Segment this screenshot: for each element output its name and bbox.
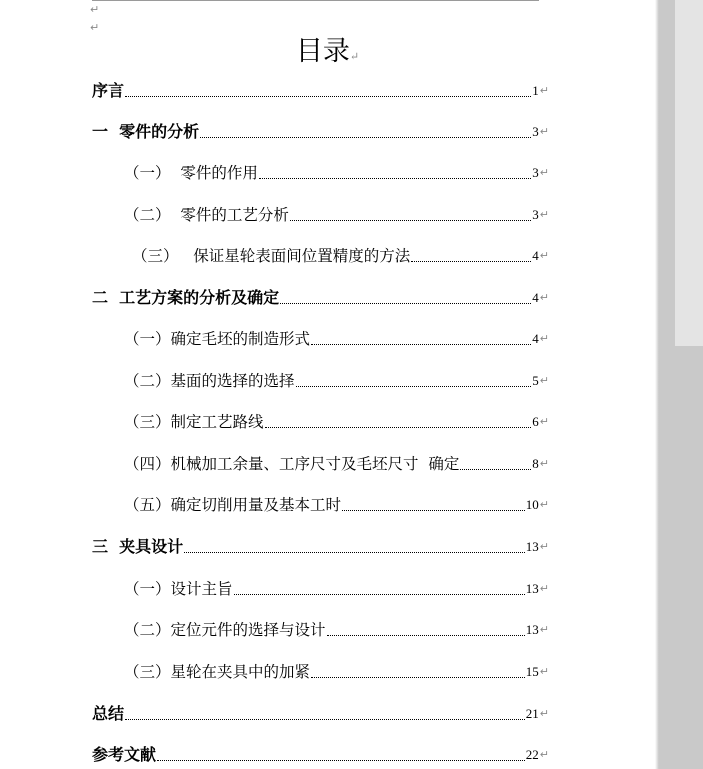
dot-leader xyxy=(280,302,531,304)
toc-entry-label: 一 零件的分析 xyxy=(92,122,200,141)
toc-entry[interactable] xyxy=(92,118,549,142)
dot-leader xyxy=(125,95,531,97)
toc-entry-label: （二）定位元件的选择与设计 xyxy=(124,621,326,639)
paragraph-mark: ↵ xyxy=(539,291,549,304)
toc-entry-label: （五）确定切削用量及基本工时 xyxy=(124,496,342,514)
dot-leader xyxy=(311,343,531,345)
paragraph-mark: ↵ xyxy=(539,332,549,345)
toc-entry-page-number: 22 xyxy=(525,747,539,762)
toc-entry[interactable] xyxy=(124,491,549,515)
toc-entry-label: （二） 零件的工艺分析 xyxy=(124,206,289,224)
toc-entry-page-number: 15 xyxy=(525,664,539,679)
toc-entry-page-number: 13 xyxy=(525,581,539,596)
toc-entry[interactable] xyxy=(124,408,549,432)
toc-entry-label: （四）机械加工余量、工序尺寸及毛坯尺寸 确定 xyxy=(124,455,460,473)
toc-entry-label: （一） 零件的作用 xyxy=(124,164,258,182)
paragraph-mark: ↵ xyxy=(539,415,549,428)
toc-entry[interactable] xyxy=(92,533,549,557)
dot-leader xyxy=(460,468,531,470)
toc-entry-page-number: 1 xyxy=(532,83,539,98)
paragraph-mark: ↵ xyxy=(539,125,549,138)
toc-entry-label: （三） 保证星轮表面间位置精度的方法 xyxy=(132,247,411,265)
paragraph-mark: ↵ xyxy=(539,374,549,387)
toc-entry-label: （一）设计主旨 xyxy=(124,580,233,598)
paragraph-mark: ↵ xyxy=(539,623,549,636)
dot-leader xyxy=(296,385,532,387)
paragraph-mark: ↵ xyxy=(539,540,549,553)
toc-entry-page-number: 21 xyxy=(525,706,539,721)
dot-leader xyxy=(184,551,525,553)
scrollbar-thumb[interactable] xyxy=(675,0,703,346)
toc-entry[interactable] xyxy=(124,575,549,599)
toc-entry[interactable] xyxy=(124,325,549,349)
toc-entry-label: 参考文献 xyxy=(92,745,157,764)
dot-leader xyxy=(411,260,531,262)
toc-entry[interactable] xyxy=(92,77,549,101)
toc-entry[interactable] xyxy=(92,284,549,308)
header-rule xyxy=(92,0,539,1)
paragraph-mark: ↵ xyxy=(539,582,549,595)
paragraph-mark: ↵ xyxy=(539,498,549,511)
paragraph-mark: ↵ xyxy=(90,21,100,34)
paragraph-mark: ↵ xyxy=(539,707,549,720)
toc-entry-label: 总结 xyxy=(92,704,125,723)
toc-entry-page-number: 10 xyxy=(525,497,539,512)
toc-entry[interactable] xyxy=(92,741,549,765)
toc-entry[interactable] xyxy=(124,201,549,225)
paragraph-mark: ↵ xyxy=(539,748,549,761)
paragraph-mark: ↵ xyxy=(539,208,549,221)
toc-entry-page-number: 13 xyxy=(525,539,539,554)
paragraph-mark: ↵ xyxy=(539,166,549,179)
dot-leader xyxy=(342,509,525,511)
dot-leader xyxy=(259,177,531,179)
toc-entry[interactable] xyxy=(124,658,549,682)
dot-leader xyxy=(290,219,531,221)
toc-entry-page-number: 13 xyxy=(525,622,539,637)
toc-entry[interactable] xyxy=(92,700,549,724)
toc-entry-page-number: 4 xyxy=(532,248,539,263)
toc-entry-label: （三）星轮在夹具中的加紧 xyxy=(124,663,311,681)
toc-entry-page-number: 3 xyxy=(532,165,539,180)
dot-leader xyxy=(311,676,525,678)
toc-entry[interactable] xyxy=(124,159,549,183)
toc-entry-label: （二）基面的选择的选择 xyxy=(124,372,295,390)
toc-entry-page-number: 5 xyxy=(532,373,539,388)
toc-entry-label: 序言 xyxy=(92,81,125,100)
dot-leader xyxy=(157,759,525,761)
toc-entry-label: 二 工艺方案的分析及确定 xyxy=(92,288,280,307)
toc-entry[interactable] xyxy=(124,450,549,474)
toc-entry-page-number: 4 xyxy=(532,331,539,346)
toc-entry-page-number: 3 xyxy=(532,207,539,222)
paragraph-mark: ↵ xyxy=(539,665,549,678)
dot-leader xyxy=(200,136,531,138)
paragraph-mark: ↵ xyxy=(539,457,549,470)
toc-entry[interactable] xyxy=(132,242,549,266)
toc-entry-page-number: 3 xyxy=(532,124,539,139)
toc-entry-label: （三）制定工艺路线 xyxy=(124,413,264,431)
toc-entry-page-number: 8 xyxy=(532,456,539,471)
toc-entry[interactable] xyxy=(124,367,549,391)
toc-entry-label: （一）确定毛坯的制造形式 xyxy=(124,330,311,348)
toc-entry-page-number: 4 xyxy=(532,290,539,305)
paragraph-mark: ↵ xyxy=(539,249,549,262)
paragraph-mark: ↵ xyxy=(539,84,549,97)
dot-leader xyxy=(234,593,525,595)
dot-leader xyxy=(265,426,532,428)
toc-title: 目录↵ xyxy=(295,36,360,67)
toc-entry-page-number: 6 xyxy=(532,414,539,429)
dot-leader xyxy=(125,718,525,720)
toc-entry[interactable] xyxy=(124,616,549,640)
paragraph-mark: ↵ xyxy=(349,50,360,63)
dot-leader xyxy=(327,634,525,636)
toc-entry-label: 三 夹具设计 xyxy=(92,537,184,556)
paragraph-mark: ↵ xyxy=(90,3,100,16)
